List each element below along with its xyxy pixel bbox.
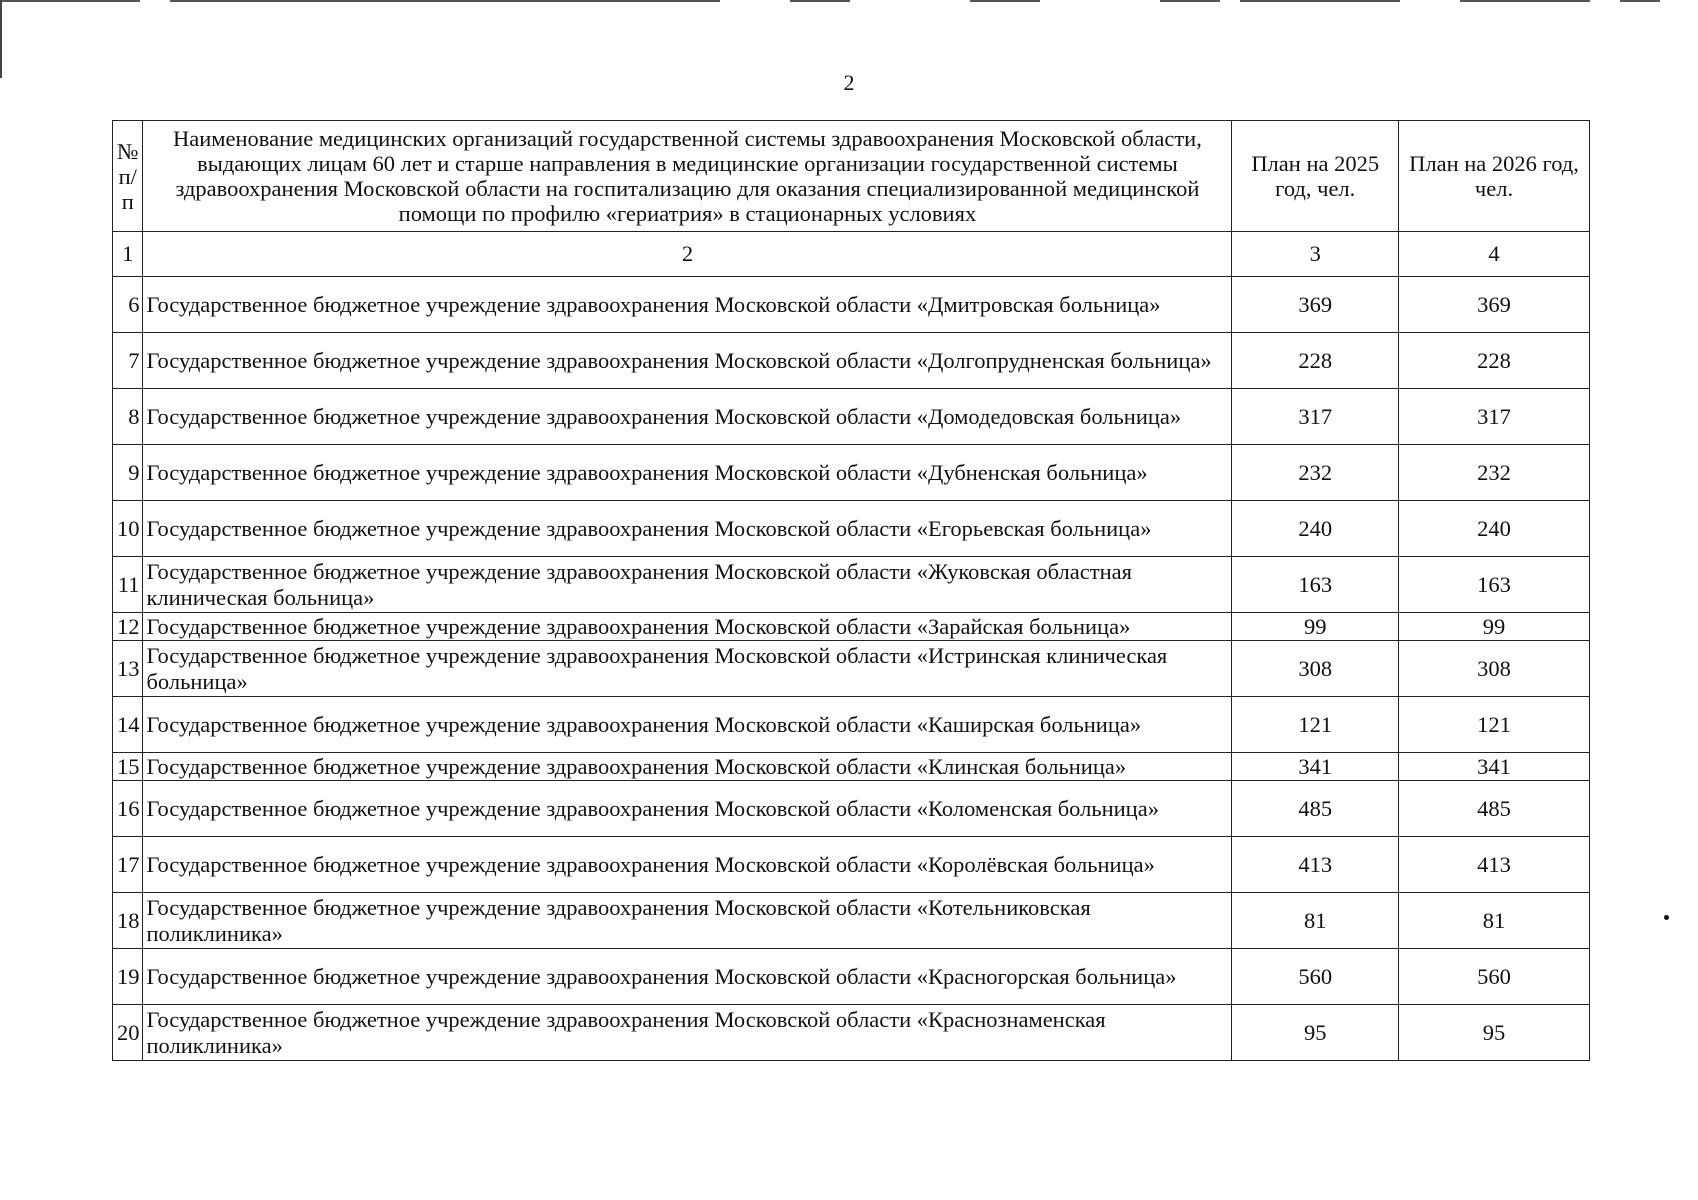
organization-name: Государственное бюджетное учреждение здравоохранения Московской области «Королёвская больница»: [143, 837, 1232, 893]
plan-2026-value: 485: [1399, 781, 1590, 837]
row-number: 11: [113, 557, 143, 613]
scan-artifact: [0, 0, 140, 2]
plan-2025-value: 95: [1232, 1005, 1399, 1061]
row-number: 9: [113, 445, 143, 501]
row-number: 15: [113, 753, 143, 781]
header-plan-2026: План на 2026 год, чел.: [1399, 121, 1590, 232]
row-number: 20: [113, 1005, 143, 1061]
row-number: 19: [113, 949, 143, 1005]
plan-2025-value: 81: [1232, 893, 1399, 949]
plan-2026-value: 317: [1399, 389, 1590, 445]
plan-2026-value: 95: [1399, 1005, 1590, 1061]
table-row: [113, 1005, 1590, 1061]
plan-2025-value: 341: [1232, 753, 1399, 781]
plan-2025-value: 308: [1232, 641, 1399, 697]
page-number: 2: [843, 70, 855, 95]
plan-2025-value: 121: [1232, 697, 1399, 753]
organization-name: Государственное бюджетное учреждение здравоохранения Московской области «Коломенская больница»: [143, 781, 1232, 837]
table-row: [113, 893, 1590, 949]
scan-artifact: [1460, 0, 1590, 2]
header-name: Наименование медицинских организаций государственной системы здравоохранения Московской области, выдающих лицам 60 лет и старше направления в медицинские организации государственной системы здравоохранения Московской области на госпитализацию для оказания специализированной медицинской помощи по профилю «гериатрия» в стационарных условиях: [143, 121, 1232, 232]
plan-2026-value: 341: [1399, 753, 1590, 781]
organization-name: Государственное бюджетное учреждение здравоохранения Московской области «Клинская больница»: [143, 753, 1232, 781]
column-index: 1: [113, 232, 143, 277]
table-row: [113, 753, 1590, 781]
organization-name: Государственное бюджетное учреждение здравоохранения Московской области «Дмитровская больница»: [143, 277, 1232, 333]
plan-2026-value: 232: [1399, 445, 1590, 501]
table-row: [113, 949, 1590, 1005]
table-row: [113, 333, 1590, 389]
scan-speck: [1664, 915, 1669, 920]
organization-name: Государственное бюджетное учреждение здравоохранения Московской области «Дубненская больница»: [143, 445, 1232, 501]
header-num: № п/п: [113, 121, 143, 232]
plan-2025-value: 485: [1232, 781, 1399, 837]
plan-2026-value: 413: [1399, 837, 1590, 893]
plan-2025-value: 560: [1232, 949, 1399, 1005]
row-number: 16: [113, 781, 143, 837]
organization-name: Государственное бюджетное учреждение здравоохранения Московской области «Котельниковская поликлиника»: [143, 893, 1232, 949]
row-number: 6: [113, 277, 143, 333]
row-number: 14: [113, 697, 143, 753]
plan-2025-value: 369: [1232, 277, 1399, 333]
table-row: [113, 389, 1590, 445]
column-index: 3: [1232, 232, 1399, 277]
scan-artifact: [440, 0, 720, 2]
plan-2026-value: 308: [1399, 641, 1590, 697]
column-index: 2: [143, 232, 1232, 277]
scan-artifact: [1240, 0, 1400, 2]
organization-name: Государственное бюджетное учреждение здравоохранения Московской области «Долгопрудненская больница»: [143, 333, 1232, 389]
table-row: [113, 781, 1590, 837]
header-plan-2025: План на 2025 год, чел.: [1232, 121, 1399, 232]
plan-2026-value: 99: [1399, 613, 1590, 641]
organization-name: Государственное бюджетное учреждение здравоохранения Московской области «Домодедовская больница»: [143, 389, 1232, 445]
plan-table: [112, 120, 1590, 1061]
plan-2025-value: 163: [1232, 557, 1399, 613]
row-number: 18: [113, 893, 143, 949]
table-row: [113, 641, 1590, 697]
scan-artifact: [790, 0, 850, 2]
plan-2025-value: 99: [1232, 613, 1399, 641]
organization-name: Государственное бюджетное учреждение здравоохранения Московской области «Краснознаменская поликлиника»: [143, 1005, 1232, 1061]
table-row: [113, 501, 1590, 557]
row-number: 17: [113, 837, 143, 893]
table-row: [113, 613, 1590, 641]
scan-artifact: [970, 0, 1040, 2]
row-number: 13: [113, 641, 143, 697]
scan-artifact: [1160, 0, 1220, 2]
table-row: [113, 837, 1590, 893]
column-index: 4: [1399, 232, 1590, 277]
table-row: [113, 277, 1590, 333]
table-row: [113, 445, 1590, 501]
organization-name: Государственное бюджетное учреждение здравоохранения Московской области «Истринская клиническая больница»: [143, 641, 1232, 697]
plan-2026-value: 560: [1399, 949, 1590, 1005]
plan-2026-value: 240: [1399, 501, 1590, 557]
organization-name: Государственное бюджетное учреждение здравоохранения Московской области «Каширская больница»: [143, 697, 1232, 753]
table-row: [113, 697, 1590, 753]
row-number: 12: [113, 613, 143, 641]
plan-2026-value: 369: [1399, 277, 1590, 333]
column-index-row: [113, 232, 1590, 277]
plan-2026-value: 163: [1399, 557, 1590, 613]
plan-2025-value: 228: [1232, 333, 1399, 389]
plan-2025-value: 413: [1232, 837, 1399, 893]
organization-name: Государственное бюджетное учреждение здравоохранения Московской области «Красногорская больница»: [143, 949, 1232, 1005]
organization-name: Государственное бюджетное учреждение здравоохранения Московской области «Зарайская больница»: [143, 613, 1232, 641]
plan-2025-value: 240: [1232, 501, 1399, 557]
scan-artifact: [0, 0, 2, 78]
plan-2025-value: 232: [1232, 445, 1399, 501]
plan-2026-value: 228: [1399, 333, 1590, 389]
table-header-row: [113, 121, 1590, 232]
scan-artifact: [1620, 0, 1660, 2]
plan-2025-value: 317: [1232, 389, 1399, 445]
organization-name: Государственное бюджетное учреждение здравоохранения Московской области «Егорьевская больница»: [143, 501, 1232, 557]
plan-2026-value: 81: [1399, 893, 1590, 949]
scan-artifact: [170, 0, 440, 2]
plan-2026-value: 121: [1399, 697, 1590, 753]
row-number: 7: [113, 333, 143, 389]
organization-name: Государственное бюджетное учреждение здравоохранения Московской области «Жуковская областная клиническая больница»: [143, 557, 1232, 613]
row-number: 8: [113, 389, 143, 445]
row-number: 10: [113, 501, 143, 557]
table-row: [113, 557, 1590, 613]
